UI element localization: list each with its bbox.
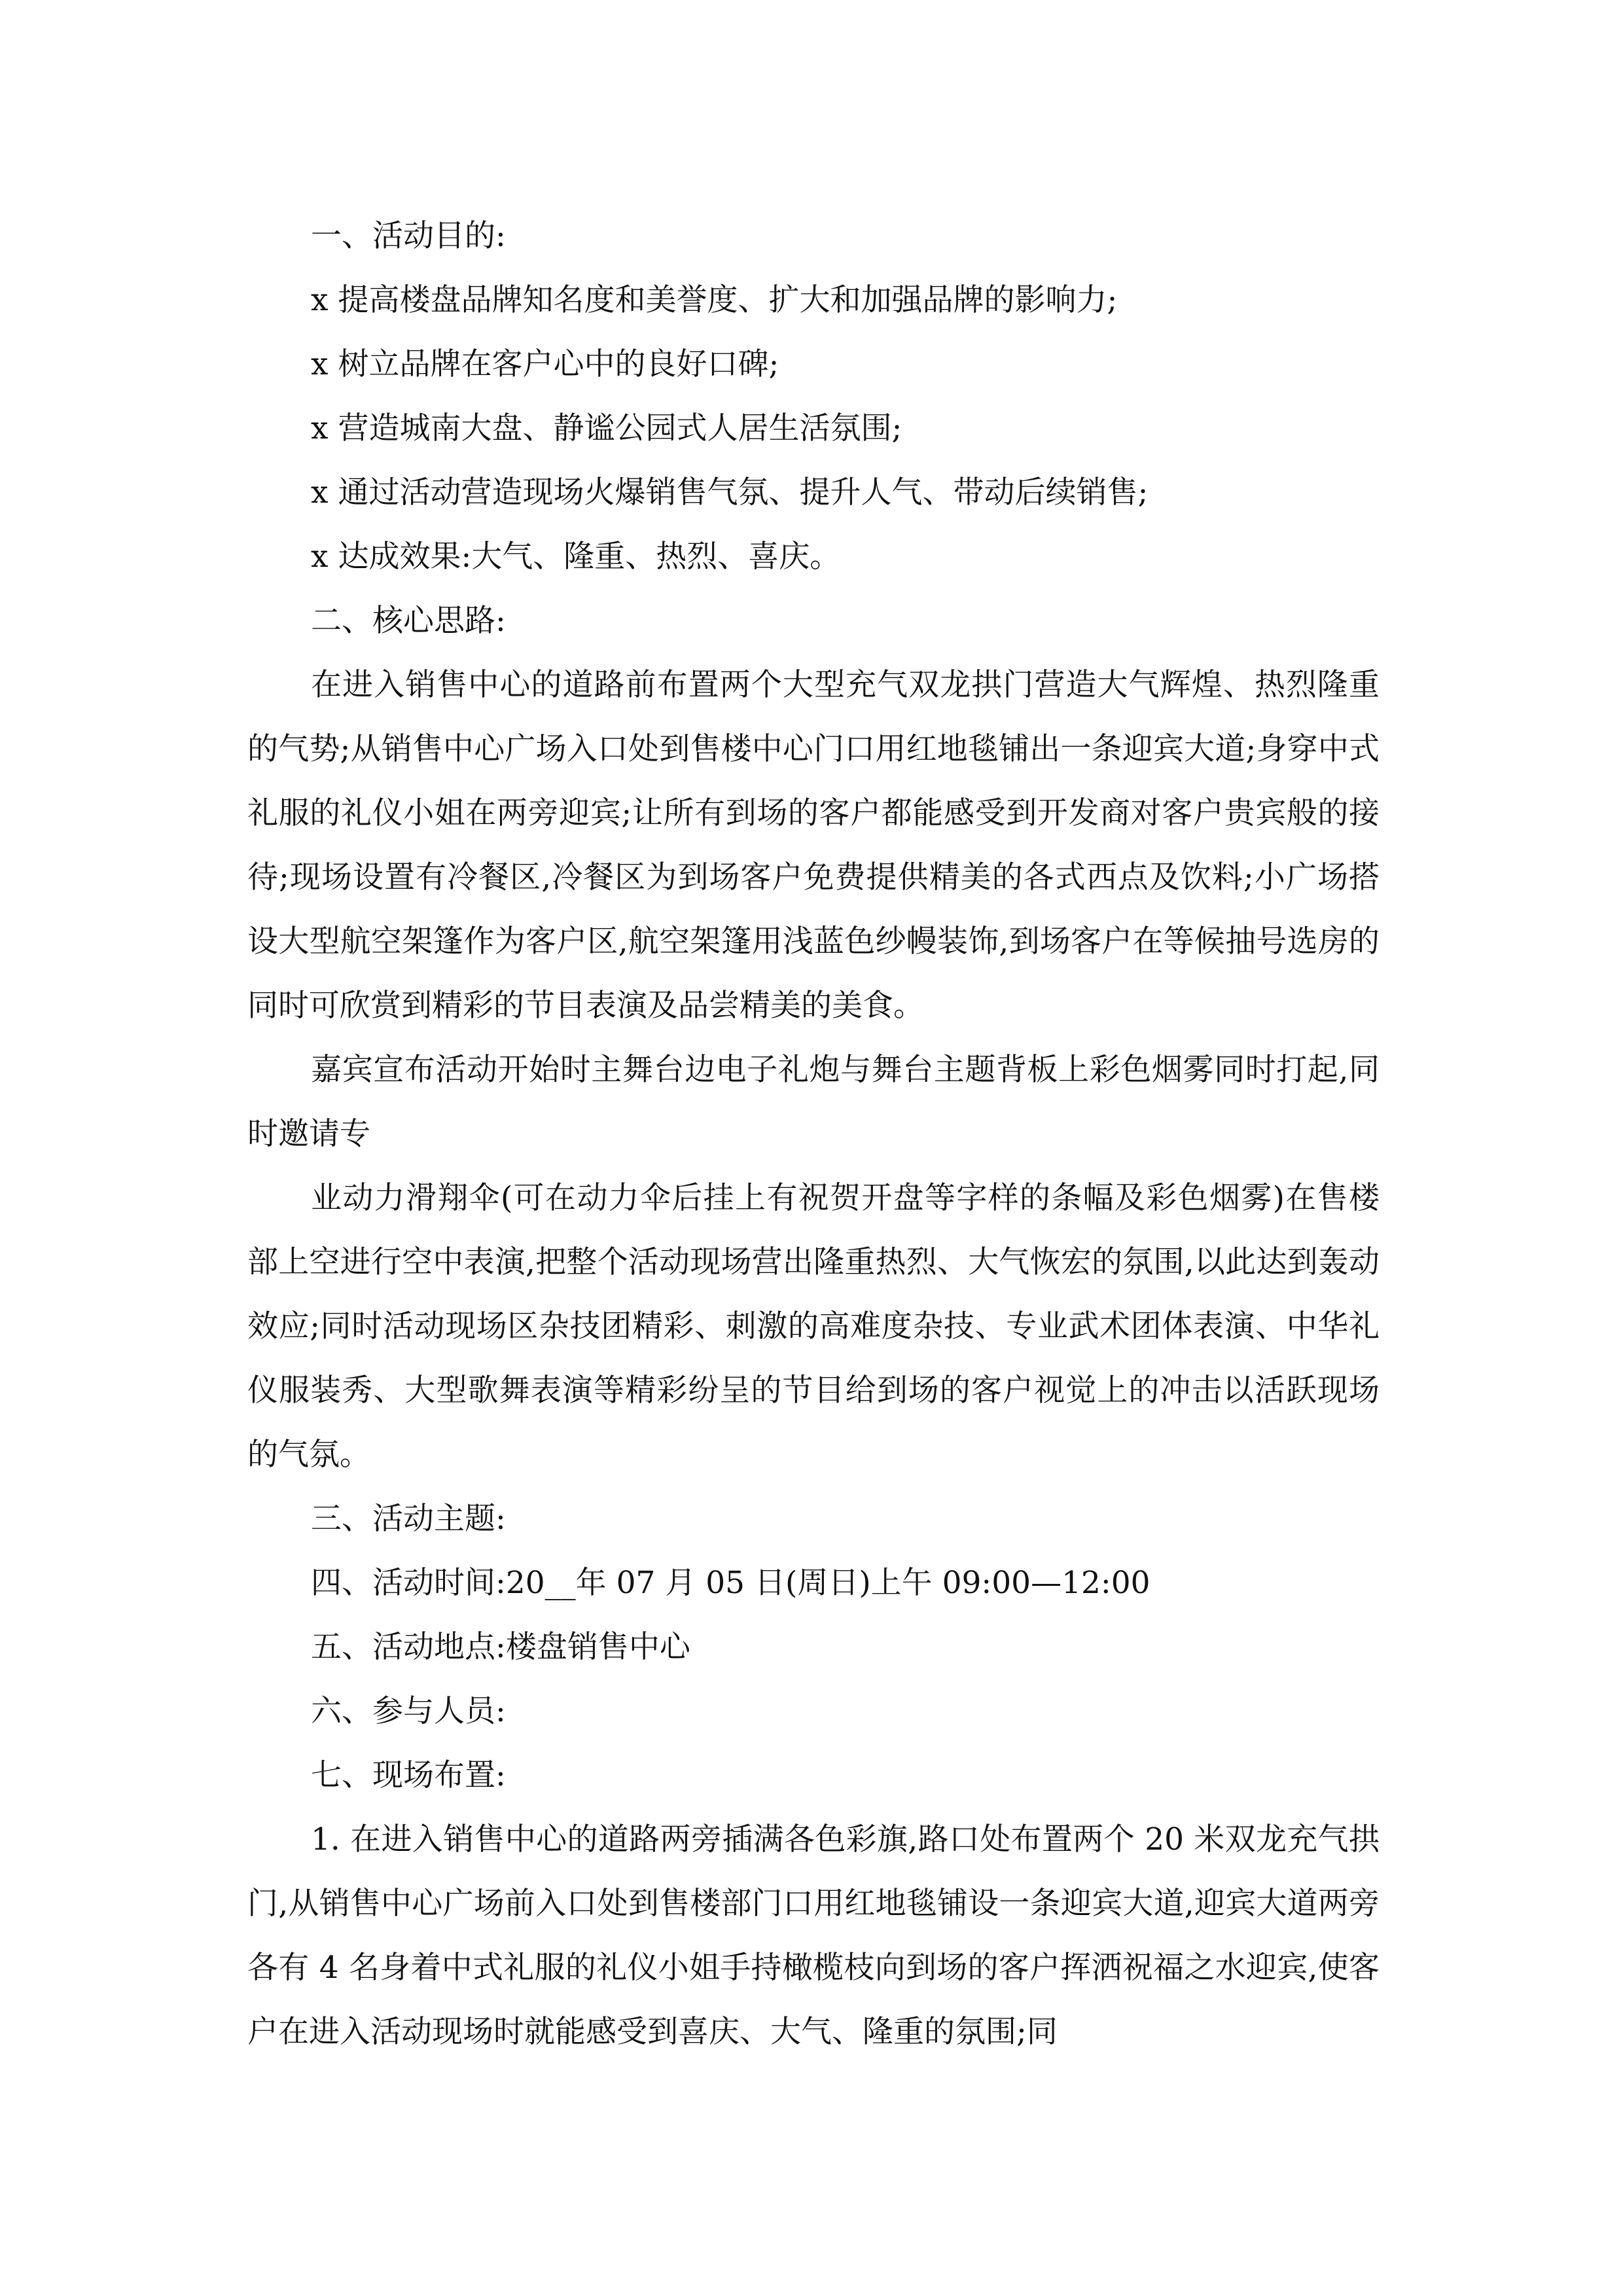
purpose-heading: 一、活动目的:: [311, 218, 506, 254]
purpose-item: x 营造城南大盘、静谧公园式人居生活氛围;: [311, 410, 902, 446]
theme-heading: 三、活动主题:: [311, 1501, 506, 1537]
document-body: [247, 204, 1380, 2064]
purpose-item: x 通过活动营造现场火爆销售气氛、提升人气、带动后续销售;: [311, 475, 1149, 511]
purpose-item: x 提高楼盘品牌知名度和美誉度、扩大和加强品牌的影响力;: [311, 282, 1118, 318]
participants-heading: 六、参与人员:: [311, 1693, 506, 1729]
layout-paragraph: 1. 在进入销售中心的道路两旁插满各色彩旗,路口处布置两个 20 米双龙充气拱门,从销售中心广场前入口处到售楼部门口用红地毯铺设一条迎宾大道,迎宾大道两旁各有 4 名身着中式礼服的礼仪小姐手持橄榄枝向到场的客户挥洒祝福之水迎宾,使客户在进入活动现场时就能感受到喜庆、大气、隆重的氛围;同: [247, 1821, 1380, 2050]
core-paragraph: 在进入销售中心的道路前布置两个大型充气双龙拱门营造大气辉煌、热烈隆重的气势;从销售中心广场入口处到售楼中心门口用红地毯铺出一条迎宾大道;身穿中式礼服的礼仪小姐在两旁迎宾;让所有到场的客户都能感受到开发商对客户贵宾般的接待;现场设置有冷餐区,冷餐区为到场客户免费提供精美的各式西点及饮料;小广场搭设大型航空架篷作为客户区,航空架篷用浅蓝色纱幔装饰,到场客户在等候抽号选房的同时可欣赏到精彩的节目表演及品尝精美的美食。: [247, 667, 1380, 1024]
core-paragraph: 业动力滑翔伞(可在动力伞后挂上有祝贺开盘等字样的条幅及彩色烟雾)在售楼部上空进行空中表演,把整个活动现场营出隆重热烈、大气恢宏的氛围,以此达到轰动效应;同时活动现场区杂技团精彩、刺激的高难度杂技、专业武术团体表演、中华礼仪服装秀、大型歌舞表演等精彩纷呈的节目给到场的客户视觉上的冲击以活跃现场的气氛。: [247, 1180, 1380, 1473]
core-heading: 二、核心思路:: [311, 603, 506, 639]
purpose-item: x 树立品牌在客户心中的良好口碑;: [311, 346, 779, 382]
location-heading: 五、活动地点:楼盘销售中心: [311, 1629, 690, 1665]
purpose-item: x 达成效果:大气、隆重、热烈、喜庆。: [311, 539, 841, 575]
layout-heading: 七、现场布置:: [311, 1757, 506, 1793]
core-paragraph: 嘉宾宣布活动开始时主舞台边电子礼炮与舞台主题背板上彩色烟雾同时打起,同时邀请专: [247, 1052, 1380, 1152]
time-heading: 四、活动时间:20__年 07 月 05 日(周日)上午 09:00—12:00: [311, 1565, 1150, 1601]
